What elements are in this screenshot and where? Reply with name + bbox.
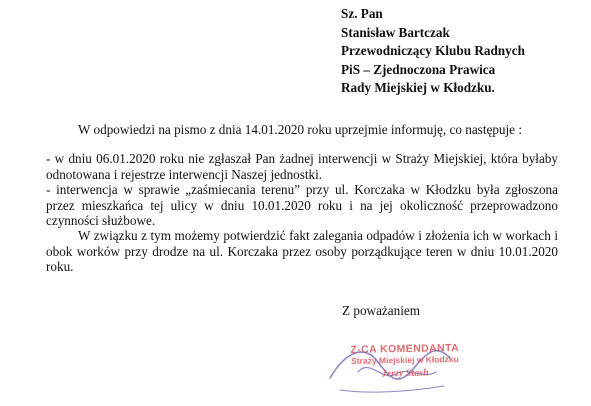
paragraph-3: W związku z tym możemy potwierdzić fakt zalegania odpadów i złożenia ich w workach i obok worków przy drodze na ul. Korczaka przez osoby porządkujące teren w dniu 10.01.2020 roku.	[46, 228, 558, 275]
recipient-address	[341, 5, 525, 98]
recipient-title: Przewodniczący Klubu Radnych	[341, 43, 525, 59]
intro-paragraph: W odpowiedzi na pismo z dnia 14.01.2020 roku uprzejmie informuję, co następuje :	[78, 122, 522, 137]
paragraph-1: - w dniu 06.01.2020 roku nie zgłaszał Pan żadnej interwencji w Straży Miejskiej, która byłaby odnotowana i rejestrze interwencji Naszej jednostki.	[46, 151, 558, 182]
recipient-name: Stanisław Bartczak	[341, 24, 450, 40]
closing-salutation: Z poważaniem	[342, 303, 420, 318]
official-stamp	[330, 342, 481, 384]
recipient-party: PiS – Zjednoczona Prawica	[341, 61, 496, 77]
stamp-signatory: Jerzy Stash	[381, 367, 429, 380]
stamp-unit: Straży Miejskiej w Kłodzku	[351, 354, 459, 366]
paragraph-2: - interwencja w sprawie „zaśmiecania terenu” przy ul. Korczaka w Kłodzku była zgłoszona przez mieszkańca tej ulicy w dniu 10.01.2020 roku i na jej okoliczność przeprowadzono czynności służbowe.	[46, 182, 558, 229]
recipient-council: Rady Miejskiej w Kłodzku.	[341, 80, 495, 96]
recipient-salutation: Sz. Pan	[341, 6, 383, 21]
stamp-title: Z-CA KOMENDANTA	[350, 342, 460, 356]
